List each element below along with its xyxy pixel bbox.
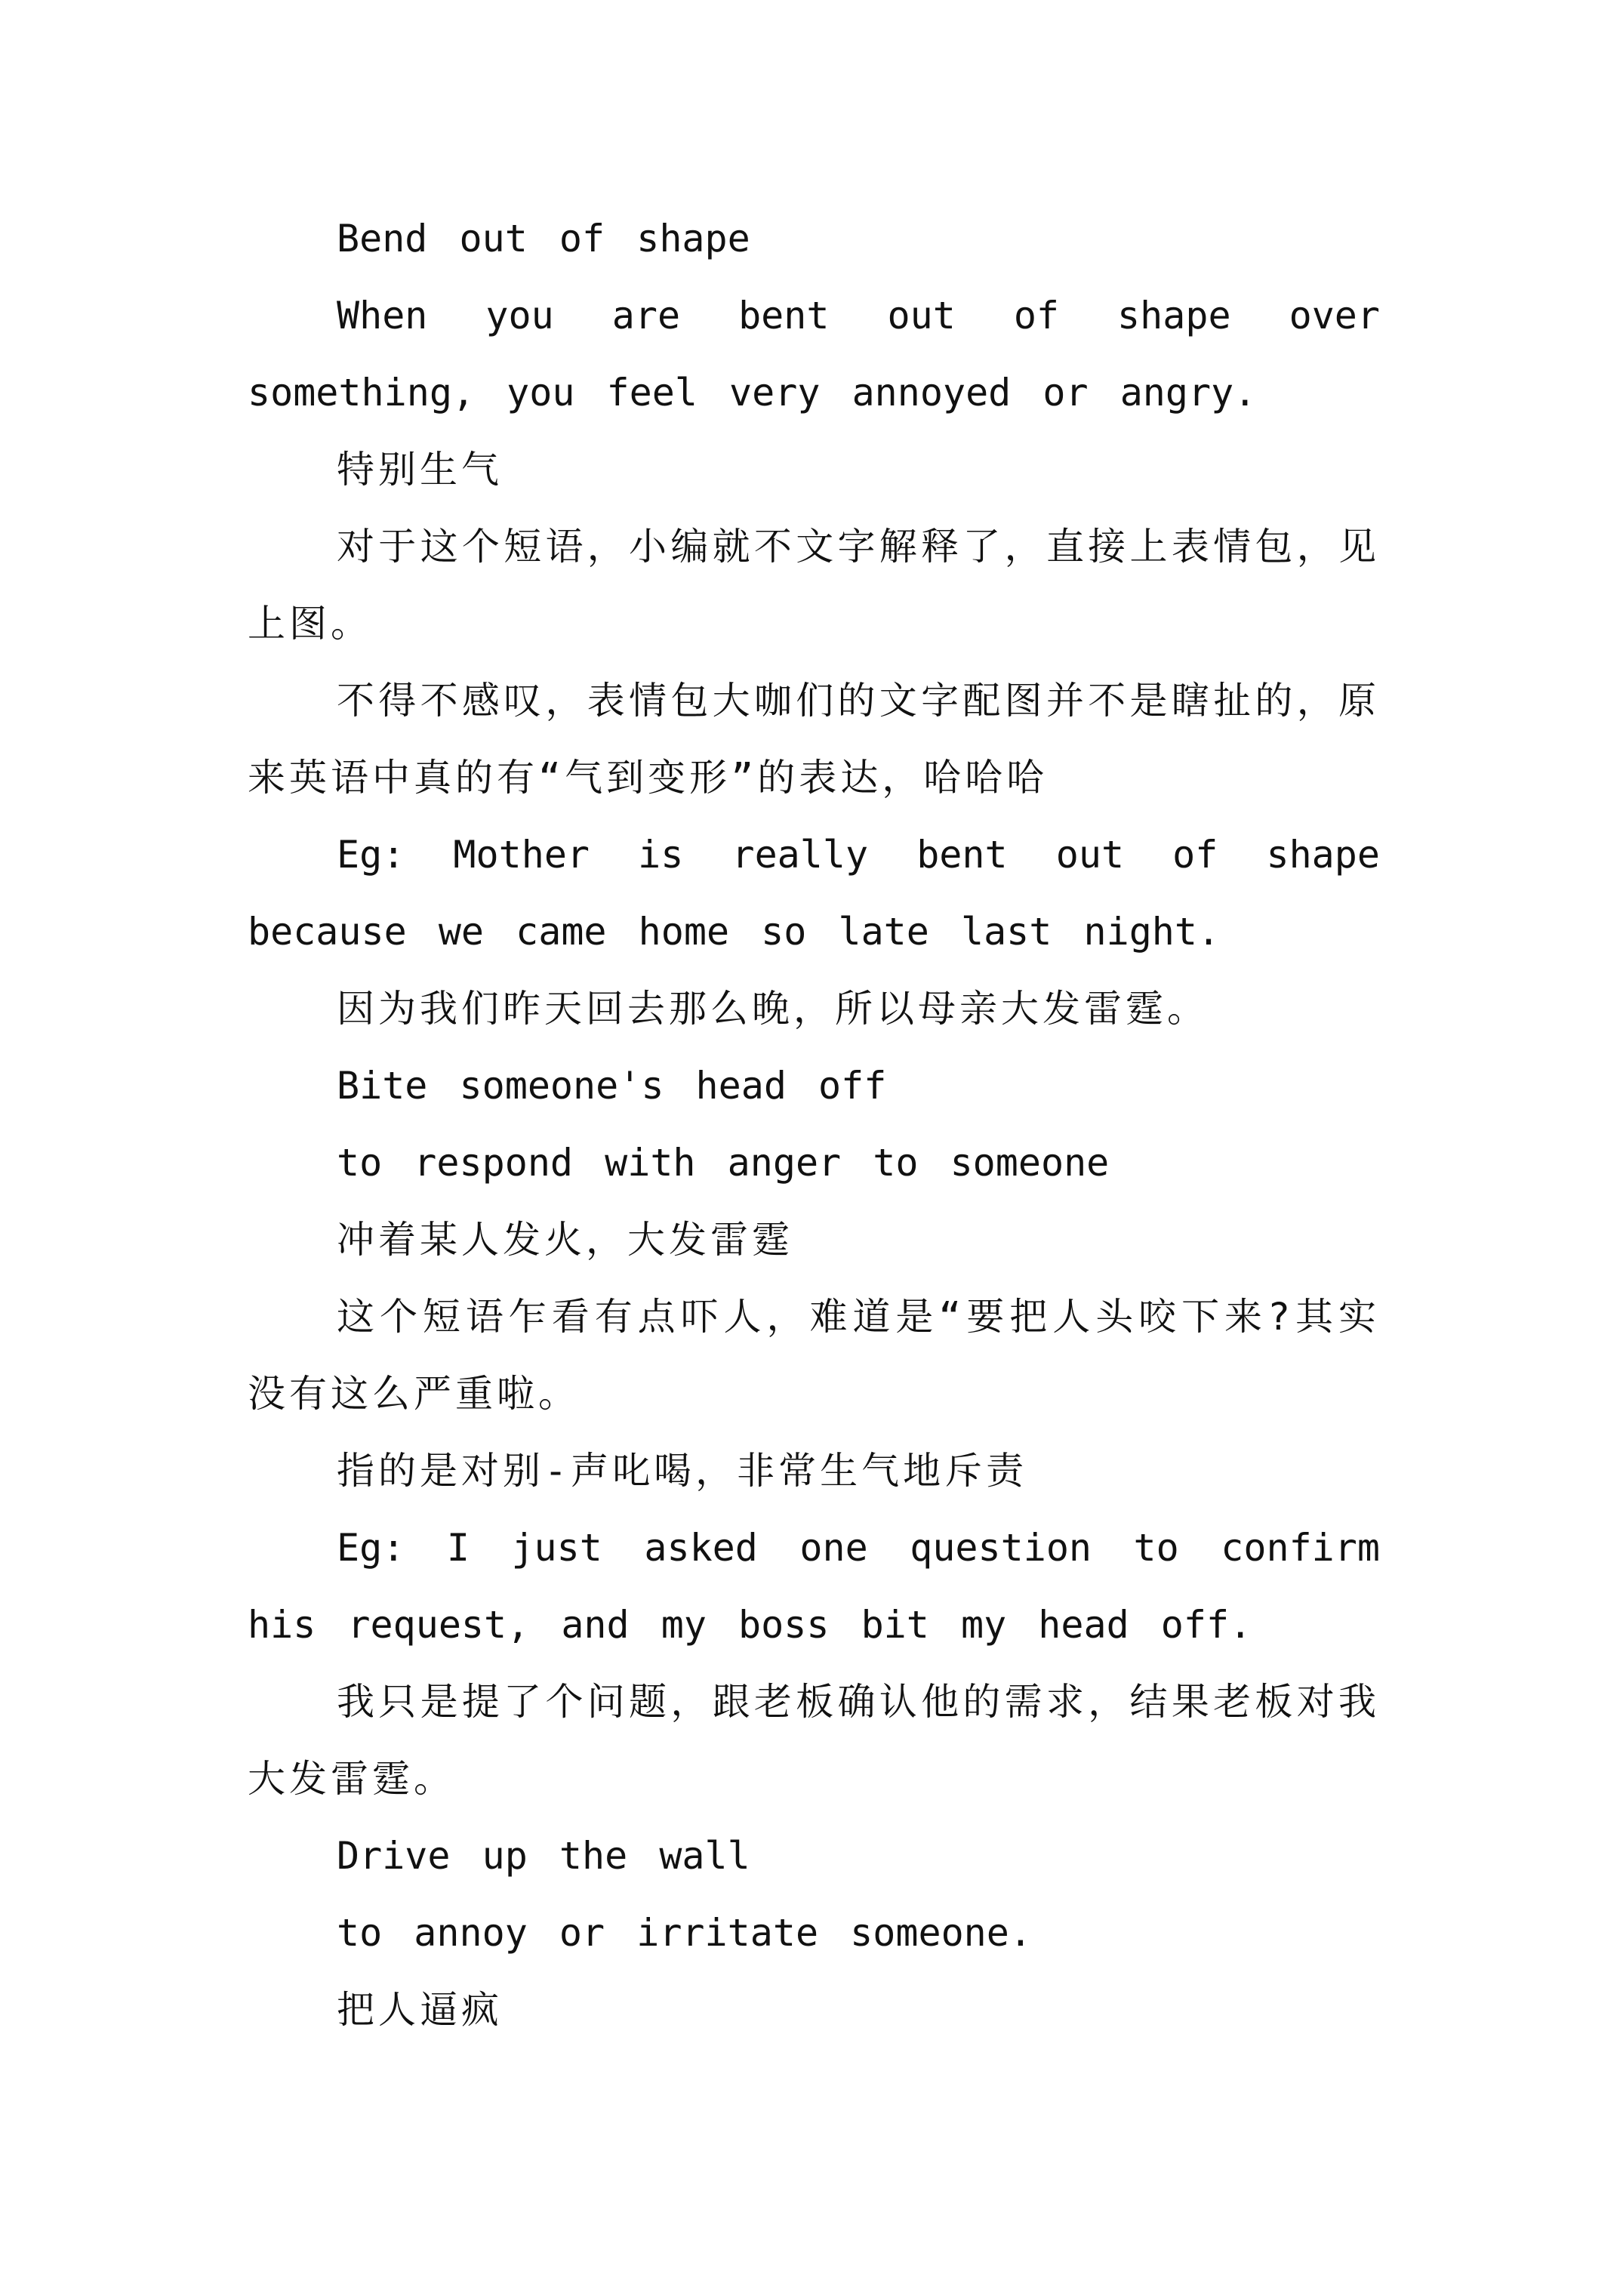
paragraph-example: Eg: I just asked one question to confirm his request, and my boss bit my head off. <box>248 1526 1380 1647</box>
document-body <box>248 200 1380 2048</box>
paragraph-explanation: 这个短语乍看有点吓人，难道是“要把人头咬下来?其实没有这么严重啦。 <box>248 1295 1380 1416</box>
paragraph-translation: 冲着某人发火，大发雷霆 <box>337 1218 793 1262</box>
paragraph-definition: to annoy or irritate someone. <box>337 1911 1032 1955</box>
paragraph-translation: 把人逼疯 <box>337 1988 503 2032</box>
paragraph-translation: 特别生气 <box>337 448 503 492</box>
paragraph-explanation: 不得不感叹，表情包大咖们的文字配图并不是瞎扯的，原来英语中真的有“气到变形”的表达，哈哈哈 <box>248 679 1380 800</box>
paragraph-explanation: 对于这个短语，小编就不文字解释了，直接上表情包，见上图。 <box>248 525 1380 646</box>
paragraph-idiom-heading: Drive up the wall <box>337 1834 750 1878</box>
paragraph-explanation: 指的是对别-声叱喝，非常生气地斥责 <box>337 1449 1028 1493</box>
paragraph-example-translation: 因为我们昨天回去那么晚，所以母亲大发雷霆。 <box>337 987 1209 1031</box>
paragraph-definition: When you are bent out of shape over something, you feel very annoyed or angry. <box>248 294 1380 415</box>
paragraph-definition: to respond with anger to someone <box>337 1141 1110 1185</box>
paragraph-example: Eg: Mother is really bent out of shape because we came home so late last night. <box>248 833 1380 954</box>
paragraph-example-translation: 我只是提了个问题，跟老板确认他的需求，结果老板对我大发雷霆。 <box>248 1680 1380 1801</box>
paragraph-idiom-heading: Bend out of shape <box>337 217 750 260</box>
paragraph-idiom-heading: Bite someone's head off <box>337 1064 887 1108</box>
